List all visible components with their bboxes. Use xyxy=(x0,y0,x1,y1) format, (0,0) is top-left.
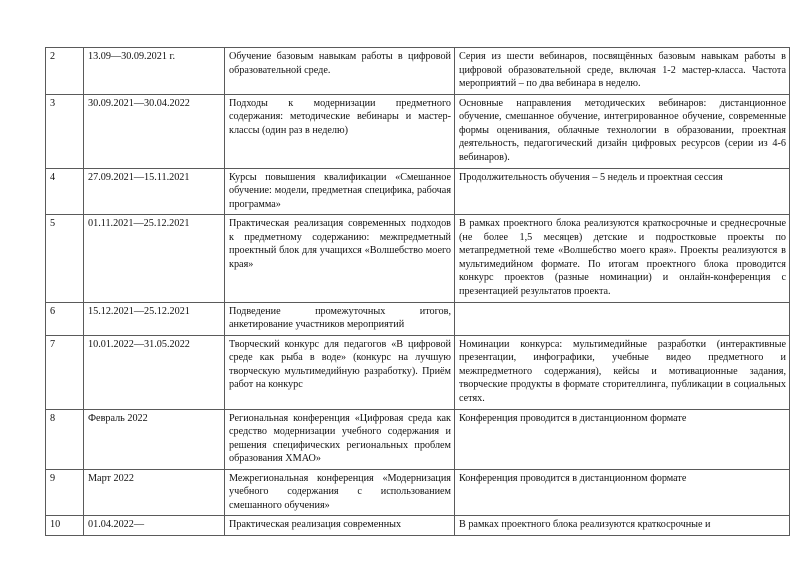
row-number-cell: 5 xyxy=(46,215,84,302)
schedule-table xyxy=(45,47,790,536)
table-row xyxy=(46,469,790,516)
row-title-cell: Подведение промежуточных итогов, анкетирование участников мероприятий xyxy=(225,302,455,335)
row-number-cell: 2 xyxy=(46,48,84,95)
table-body xyxy=(46,48,790,536)
row-number-cell: 9 xyxy=(46,469,84,516)
row-title-cell: Практическая реализация современных подходов к предметному содержанию: межпредметный проектный блок для учащихся «Волшебство моего края» xyxy=(225,215,455,302)
row-number-cell: 4 xyxy=(46,168,84,215)
row-number-cell: 6 xyxy=(46,302,84,335)
row-number-cell: 3 xyxy=(46,94,84,168)
table-row xyxy=(46,516,790,536)
table-row xyxy=(46,302,790,335)
table-row xyxy=(46,48,790,95)
schedule-table-container xyxy=(45,47,786,536)
table-row xyxy=(46,168,790,215)
row-date-cell: 27.09.2021—15.11.2021 xyxy=(84,168,225,215)
row-title-cell: Творческий конкурс для педагогов «В цифровой среде как рыба в воде» (конкурс на лучшую творческую мультимедийную разработку). Приём работ на конкурс xyxy=(225,335,455,409)
row-description-cell: Конференция проводится в дистанционном формате xyxy=(455,409,790,469)
row-title-cell: Обучение базовым навыкам работы в цифровой образовательной среде. xyxy=(225,48,455,95)
table-row xyxy=(46,409,790,469)
row-description-cell: В рамках проектного блока реализуются краткосрочные и среднесрочные (не более 1,5 месяцев) детские и подростковые проекты по метапредметной теме «Волшебство моего края». Проекты реализуются в мультимедийном формате. По итогам проектного блока проводится конкурс проектов (разные номинации) и онлайн-конференция с презентацией результатов проекта. xyxy=(455,215,790,302)
table-row xyxy=(46,94,790,168)
row-date-cell: 13.09—30.09.2021 г. xyxy=(84,48,225,95)
row-date-cell: Февраль 2022 xyxy=(84,409,225,469)
row-number-cell: 10 xyxy=(46,516,84,536)
row-title-cell: Межрегиональная конференция «Модернизация учебного содержания с использованием смешанного обучения» xyxy=(225,469,455,516)
row-description-cell: Основные направления методических вебинаров: дистанционное обучение, смешанное обучение, интегрированное обучение, современные формы оценивания, облачные технологии в образовании, проектная деятельность, педагогический дизайн цифровых ресурсов (серии из 4-6 вебинаров). xyxy=(455,94,790,168)
row-description-cell: Серия из шести вебинаров, посвящённых базовым навыкам работы в цифровой образовательной среде, включая 1-2 мастер-класса. Частота мероприятий – по два вебинара в неделю. xyxy=(455,48,790,95)
row-date-cell: 30.09.2021—30.04.2022 xyxy=(84,94,225,168)
row-date-cell: 01.11.2021—25.12.2021 xyxy=(84,215,225,302)
row-title-cell: Практическая реализация современных xyxy=(225,516,455,536)
row-description-cell: Номинации конкурса: мультимедийные разработки (интерактивные презентации, инфографики, учебные видео предметного и межпредметного содержания), кейсы и мотивационные задания, творческие продукты в формате сторителлинга, публикации в социальных сетях. xyxy=(455,335,790,409)
row-number-cell: 8 xyxy=(46,409,84,469)
row-date-cell: Март 2022 xyxy=(84,469,225,516)
table-row xyxy=(46,335,790,409)
row-date-cell: 10.01.2022—31.05.2022 xyxy=(84,335,225,409)
row-title-cell: Курсы повышения квалификации «Смешанное обучение: модели, предметная специфика, рабочая программа» xyxy=(225,168,455,215)
row-number-cell: 7 xyxy=(46,335,84,409)
row-description-cell: Продолжительность обучения – 5 недель и проектная сессия xyxy=(455,168,790,215)
table-row xyxy=(46,215,790,302)
row-title-cell: Подходы к модернизации предметного содержания: методические вебинары и мастер-классы (один раз в неделю) xyxy=(225,94,455,168)
row-description-cell xyxy=(455,302,790,335)
row-title-cell: Региональная конференция «Цифровая среда как средство модернизации учебного содержания и решения специфических региональных проблем образования ХМАО» xyxy=(225,409,455,469)
row-date-cell: 15.12.2021—25.12.2021 xyxy=(84,302,225,335)
row-description-cell: Конференция проводится в дистанционном формате xyxy=(455,469,790,516)
row-description-cell: В рамках проектного блока реализуются краткосрочные и xyxy=(455,516,790,536)
row-date-cell: 01.04.2022— xyxy=(84,516,225,536)
